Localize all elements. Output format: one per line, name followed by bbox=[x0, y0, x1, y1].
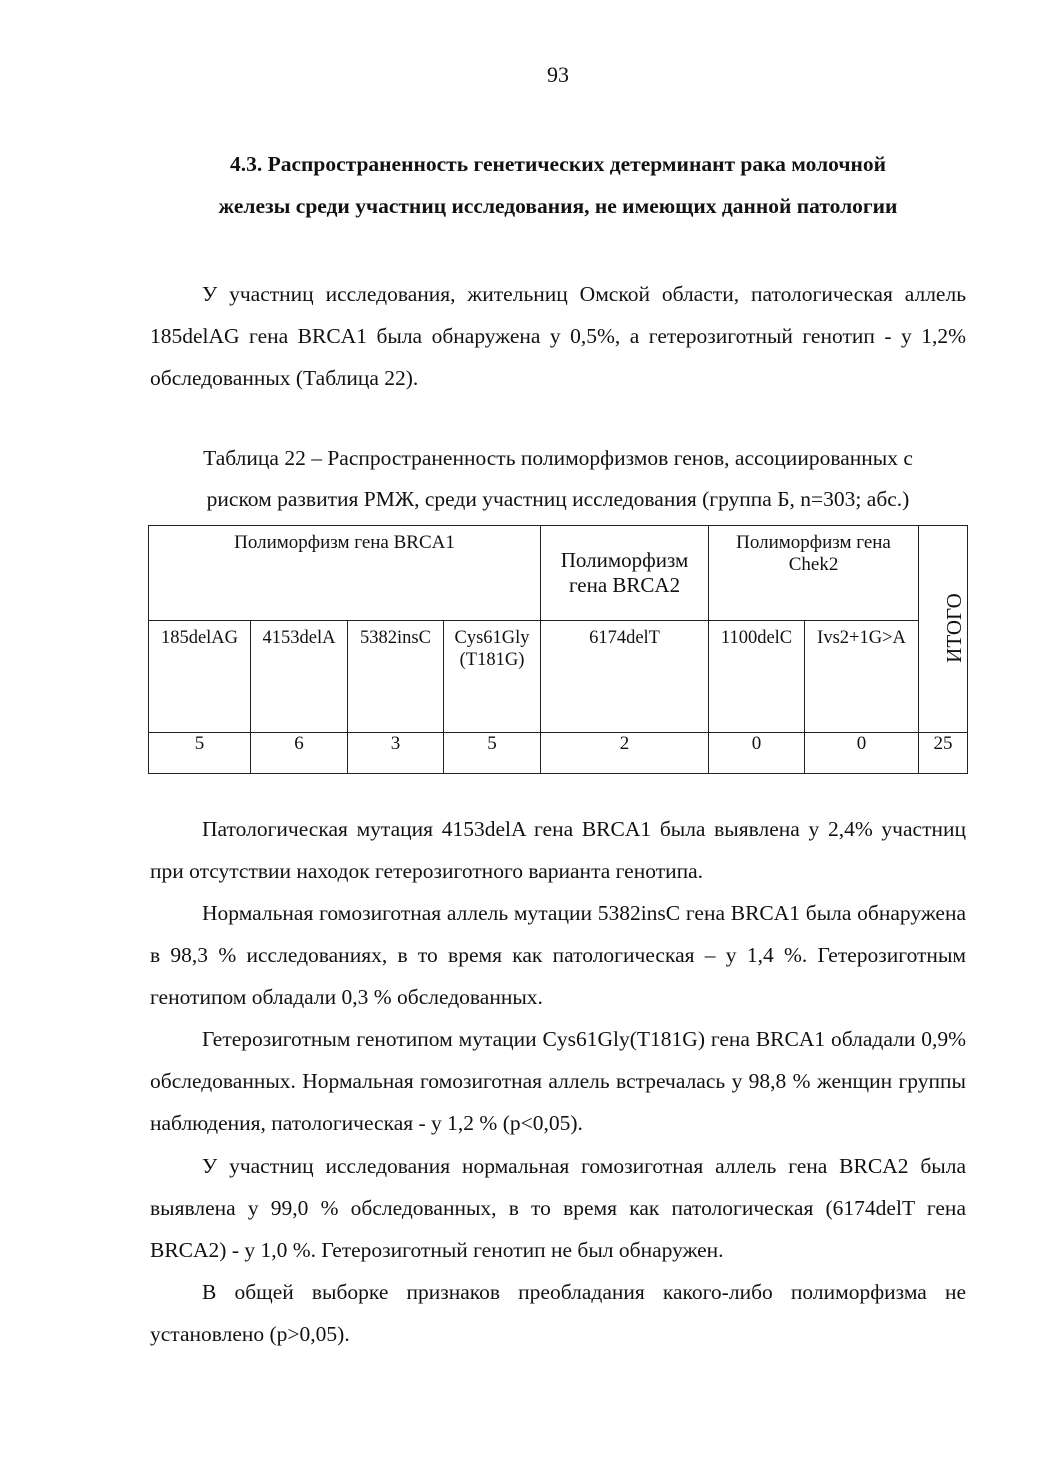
table-cell: 0 bbox=[709, 733, 805, 774]
column-header: 6174delT bbox=[541, 621, 709, 733]
body-paragraph-text: В общей выборке признаков преобладания какого-либо полиморфизма не установлено (p>0,05). bbox=[150, 1280, 966, 1346]
table-caption bbox=[150, 438, 966, 520]
table-cell: 6 bbox=[251, 733, 348, 774]
body-paragraph-2 bbox=[150, 892, 966, 1018]
body-paragraph-5 bbox=[150, 1271, 966, 1355]
page-number: 93 bbox=[547, 62, 569, 87]
header-brca2-group: Полиморфизм гена BRCA2 bbox=[541, 526, 709, 621]
body-paragraph-text: Нормальная гомозиготная аллель мутации 5382insC гена BRCA1 была обнаружена в 98,3 % исследованиях, в то время как патологическая – у 1,4 %. Гетерозиготным генотипом обладали 0,3 % обследованных. bbox=[150, 901, 966, 1009]
table-caption-line-2: риском развития РМЖ, среди участниц исследования (группа Б, n=303; абс.) bbox=[206, 487, 910, 511]
body-paragraph-text: Патологическая мутация 4153delA гена BRCA1 была выявлена у 2,4% участниц при отсутствии находок гетерозиготного варианта генотипа. bbox=[150, 817, 966, 883]
column-header: 4153delA bbox=[251, 621, 348, 733]
intro-paragraph bbox=[150, 273, 966, 399]
column-header: 1100delC bbox=[709, 621, 805, 733]
table-cell: 0 bbox=[805, 733, 919, 774]
table-total-cell: 25 bbox=[919, 733, 968, 774]
header-total bbox=[919, 526, 968, 733]
header-total-label: ИТОГО bbox=[941, 593, 966, 663]
table-caption-line-1: Таблица 22 – Распространенность полиморфизмов генов, ассоциированных с bbox=[203, 446, 913, 470]
body-paragraph-text: Гетерозиготным генотипом мутации Cys61Gly(T181G) гена BRCA1 обладали 0,9% обследованных. Нормальная гомозиготная аллель встречалась у 98,8 % женщин группы наблюдения, патологическая - у 1,2 % (p<0,05). bbox=[150, 1027, 966, 1135]
table-cell: 3 bbox=[348, 733, 444, 774]
header-brca1-group: Полиморфизм гена BRCA1 bbox=[149, 526, 541, 621]
polymorphism-table bbox=[148, 525, 968, 774]
column-header: Cys61Gly (T181G) bbox=[444, 621, 541, 733]
table-cell: 2 bbox=[541, 733, 709, 774]
header-chek2-group: Полиморфизм гена Chek2 bbox=[709, 526, 919, 621]
section-title-line-1: 4.3. Распространенность генетических детерминант рака молочной bbox=[229, 152, 887, 176]
table-header-group-row bbox=[149, 526, 968, 621]
column-header: 185delAG bbox=[149, 621, 251, 733]
section-title-line-2: железы среди участниц исследования, не имеющих данной патологии bbox=[218, 194, 898, 218]
section-title bbox=[150, 143, 966, 227]
body-paragraph-1 bbox=[150, 808, 966, 892]
column-header: Ivs2+1G>A bbox=[805, 621, 919, 733]
table-row bbox=[149, 733, 968, 774]
table-subheader-row bbox=[149, 621, 968, 733]
intro-paragraph-text: У участниц исследования, жительниц Омской области, патологическая аллель 185delAG гена BRCA1 была обнаружена у 0,5%, а гетерозиготный генотип - у 1,2% обследованных (Таблица 22). bbox=[150, 282, 966, 390]
body-paragraph-3 bbox=[150, 1018, 966, 1144]
column-header: 5382insC bbox=[348, 621, 444, 733]
body-paragraph-4 bbox=[150, 1145, 966, 1271]
table-cell: 5 bbox=[444, 733, 541, 774]
table-cell: 5 bbox=[149, 733, 251, 774]
body-paragraph-text: У участниц исследования нормальная гомозиготная аллель гена BRCA2 была выявлена у 99,0 % обследованных, в то время как патологическая (6174delT гена BRCA2) - у 1,0 %. Гетерозиготный генотип не был обнаружен. bbox=[150, 1154, 966, 1262]
